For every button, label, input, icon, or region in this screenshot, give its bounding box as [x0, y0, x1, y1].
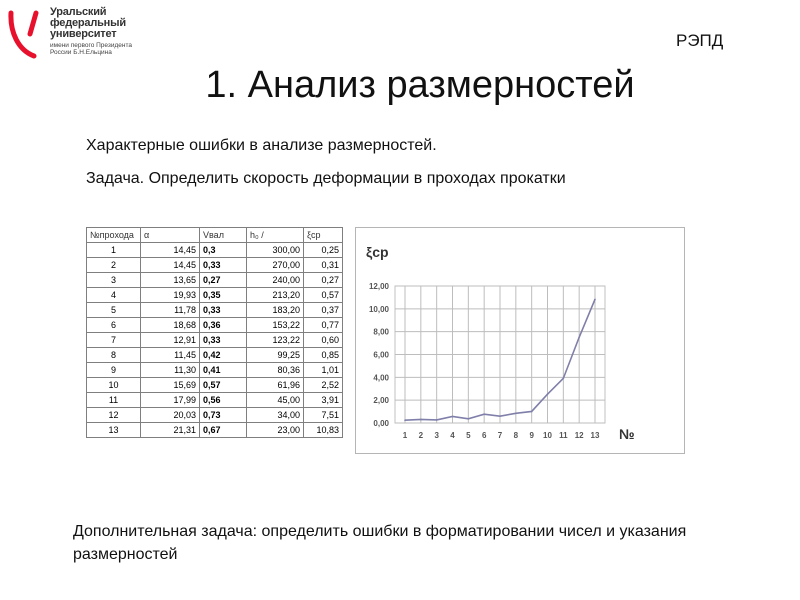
cell-pass: 2	[87, 258, 141, 273]
cell-h0: 80,36	[247, 363, 304, 378]
cell-pass: 1	[87, 243, 141, 258]
table-row	[87, 303, 343, 318]
cell-alpha: 14,45	[141, 243, 200, 258]
cell-alpha: 11,78	[141, 303, 200, 318]
cell-xi: 1,01	[304, 363, 343, 378]
cell-xi: 0,57	[304, 288, 343, 303]
x-tick-label: 1	[402, 431, 408, 440]
table-row	[87, 258, 343, 273]
x-tick-label: 8	[513, 431, 519, 440]
cell-h0: 153,22	[247, 318, 304, 333]
table-row	[87, 363, 343, 378]
logo-line-3: университет	[50, 28, 117, 40]
cell-alpha: 12,91	[141, 333, 200, 348]
x-tick-label: 3	[434, 431, 439, 440]
chart-title: ξср	[366, 244, 389, 260]
logo-mark-icon	[8, 10, 42, 66]
cell-pass: 4	[87, 288, 141, 303]
y-tick-label: 12,00	[368, 282, 389, 291]
course-code: РЭПД	[676, 31, 724, 50]
cell-vval: 0,67	[200, 423, 247, 438]
table-row	[87, 318, 343, 333]
y-tick-label: 2,00	[373, 396, 389, 406]
data-point	[515, 412, 517, 414]
table-row	[87, 243, 343, 258]
cell-alpha: 14,45	[141, 258, 200, 273]
y-tick-label: 0,00	[373, 419, 389, 428]
data-point	[578, 336, 580, 338]
cell-xi: 0,25	[304, 243, 343, 258]
cell-pass: 5	[87, 303, 141, 318]
cell-alpha: 17,99	[141, 393, 200, 408]
cell-alpha: 11,45	[141, 348, 200, 363]
x-axis-label: №	[619, 426, 635, 442]
cell-alpha: 13,65	[141, 273, 200, 288]
cell-h0: 123,22	[247, 333, 304, 348]
cell-pass: 10	[87, 378, 141, 393]
cell-vval: 0,27	[200, 273, 247, 288]
cell-pass: 3	[87, 273, 141, 288]
cell-h0: 45,00	[247, 393, 304, 408]
cell-xi: 7,51	[304, 408, 343, 423]
y-tick-label: 8,00	[373, 327, 389, 337]
cell-h0: 61,96	[247, 378, 304, 393]
cell-xi: 0,85	[304, 348, 343, 363]
cell-xi: 10,83	[304, 423, 343, 438]
cell-pass: 11	[87, 393, 141, 408]
x-tick-label: 6	[481, 431, 487, 440]
x-tick-label: 4	[450, 431, 455, 440]
xi-line-chart	[355, 227, 685, 472]
cell-pass: 13	[87, 423, 141, 438]
slide-title: 1. Анализ размерностей	[205, 64, 635, 106]
cell-h0: 34,00	[247, 408, 304, 423]
cell-vval: 0,3	[200, 243, 247, 258]
logo-sub-2: России Б.Н.Ельцина	[50, 49, 112, 56]
table-row	[87, 288, 343, 303]
cell-vval: 0,42	[200, 348, 247, 363]
cell-vval: 0,41	[200, 363, 247, 378]
cell-vval: 0,57	[200, 378, 247, 393]
cell-h0: 213,20	[247, 288, 304, 303]
cell-alpha: 15,69	[141, 378, 200, 393]
cell-xi: 0,60	[304, 333, 343, 348]
data-point	[468, 418, 470, 420]
cell-xi: 3,91	[304, 393, 343, 408]
table-header-row	[87, 228, 343, 243]
cell-pass: 7	[87, 333, 141, 348]
cell-h0: 240,00	[247, 273, 304, 288]
cell-xi: 2,52	[304, 378, 343, 393]
col-header-vval: Vвал	[200, 228, 247, 243]
x-tick-label: 5	[466, 431, 471, 440]
x-tick-label: 11	[559, 431, 568, 440]
data-point	[404, 419, 406, 421]
cell-vval: 0,35	[200, 288, 247, 303]
table-row	[87, 408, 343, 423]
cell-h0: 23,00	[247, 423, 304, 438]
cell-xi: 0,77	[304, 318, 343, 333]
col-header-alpha: α	[141, 228, 200, 243]
university-logo	[8, 6, 158, 66]
x-tick-label: 9	[529, 431, 534, 440]
table-row	[87, 348, 343, 363]
cell-alpha: 19,93	[141, 288, 200, 303]
logo-sub-1: имени первого Президента	[50, 42, 133, 49]
table-row	[87, 378, 343, 393]
x-tick-label: 7	[497, 431, 503, 440]
cell-pass: 6	[87, 318, 141, 333]
cell-xi: 0,37	[304, 303, 343, 318]
x-tick-label: 10	[543, 431, 552, 440]
cell-alpha: 18,68	[141, 318, 200, 333]
cell-vval: 0,56	[200, 393, 247, 408]
col-header-pass: №прохода	[87, 228, 141, 243]
cell-pass: 12	[87, 408, 141, 423]
logo-line-1: Уральский	[50, 6, 107, 18]
cell-vval: 0,33	[200, 258, 247, 273]
data-table-wrap	[86, 227, 343, 438]
subtitle-errors: Характерные ошибки в анализе размерностей.	[86, 137, 437, 154]
cell-h0: 270,00	[247, 258, 304, 273]
data-point	[594, 299, 596, 301]
data-table	[86, 227, 343, 438]
cell-vval: 0,33	[200, 333, 247, 348]
cell-vval: 0,36	[200, 318, 247, 333]
table-row	[87, 423, 343, 438]
table-row	[87, 333, 343, 348]
x-tick-label: 2	[418, 431, 424, 440]
logo-text	[50, 7, 132, 56]
data-point	[436, 419, 438, 421]
cell-vval: 0,73	[200, 408, 247, 423]
data-point	[499, 415, 501, 417]
data-point	[563, 378, 565, 380]
y-tick-label: 4,00	[373, 373, 389, 383]
cell-xi: 0,27	[304, 273, 343, 288]
cell-h0: 300,00	[247, 243, 304, 258]
col-header-xi: ξср	[304, 228, 343, 243]
x-tick-label: 13	[590, 431, 600, 440]
data-point	[483, 413, 485, 415]
table-row	[87, 273, 343, 288]
data-point	[547, 393, 549, 395]
data-point	[452, 416, 454, 418]
cell-alpha: 20,03	[141, 408, 200, 423]
cell-pass: 9	[87, 363, 141, 378]
cell-alpha: 21,31	[141, 423, 200, 438]
col-header-h0: h₀ /	[247, 228, 304, 243]
cell-alpha: 11,30	[141, 363, 200, 378]
task-text: Задача. Определить скорость деформации в проходах прокатки	[86, 170, 566, 187]
y-tick-label: 10,00	[368, 304, 389, 314]
data-point	[531, 411, 533, 413]
cell-pass: 8	[87, 348, 141, 363]
logo-line-2: федеральный	[50, 17, 126, 29]
cell-xi: 0,31	[304, 258, 343, 273]
additional-task: Дополнительная задача: определить ошибки в форматировании чисел и указания размерностей	[73, 523, 687, 563]
cell-h0: 183,20	[247, 303, 304, 318]
table-body	[87, 243, 343, 438]
cell-vval: 0,33	[200, 303, 247, 318]
cell-h0: 99,25	[247, 348, 304, 363]
x-tick-label: 12	[574, 431, 584, 440]
table-row	[87, 393, 343, 408]
y-tick-label: 6,00	[373, 350, 389, 360]
data-point	[420, 419, 422, 421]
